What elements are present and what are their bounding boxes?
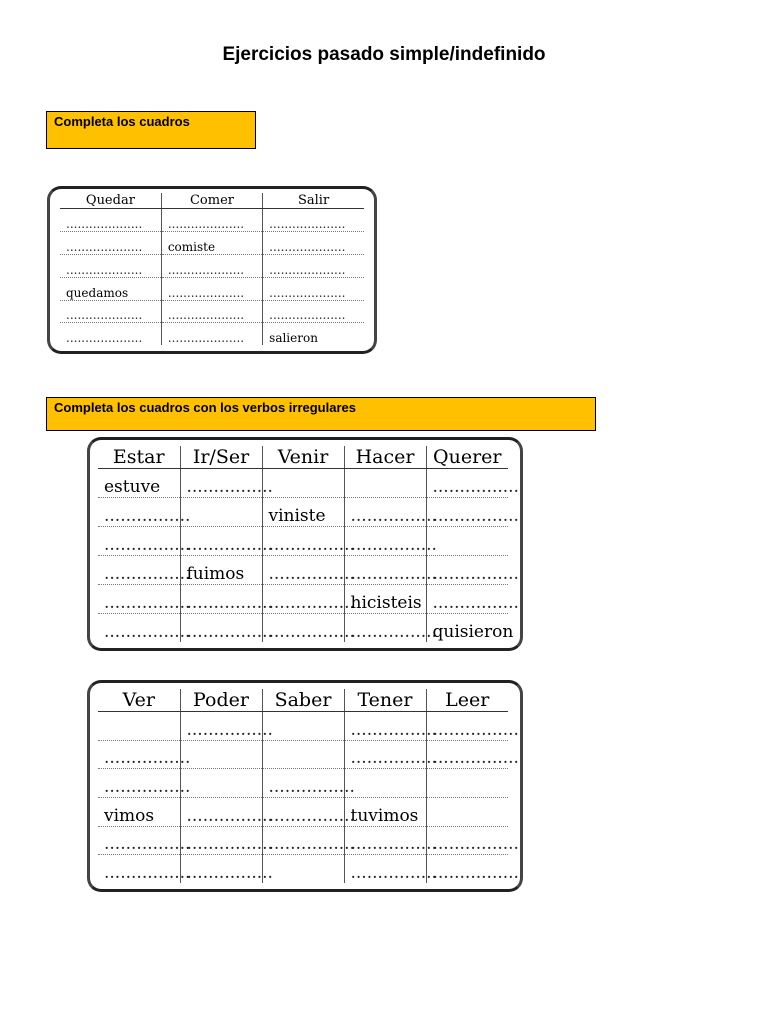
table-cell[interactable]: ................ (344, 498, 426, 527)
table-cell[interactable]: ................ (98, 498, 180, 527)
table-cell[interactable]: .................... (161, 209, 262, 232)
table-cell[interactable]: hicisteis (344, 585, 426, 614)
verb-table-regular (47, 186, 377, 354)
column-header: Leer (426, 689, 508, 712)
table-cell[interactable]: ................ (180, 585, 262, 614)
conjugation-table (98, 689, 519, 883)
table-cell[interactable]: ................ (180, 712, 262, 741)
table-row (60, 277, 364, 300)
table-cell[interactable]: ................ (426, 855, 508, 883)
table-cell[interactable]: .................... (263, 254, 364, 277)
table-cell[interactable]: ................ (262, 798, 344, 827)
table-cell[interactable]: ................ (98, 769, 180, 798)
table-cell[interactable]: ................ (344, 614, 426, 642)
table-cell[interactable]: ................ (104, 863, 191, 883)
table-cell[interactable]: comiste (161, 231, 262, 254)
table-cell[interactable] (180, 498, 262, 527)
table-cell[interactable]: ................ (180, 826, 262, 855)
table-cell[interactable]: .................... (263, 277, 364, 300)
column-header: Ir/Ser (180, 446, 262, 469)
table-cell[interactable]: salieron (263, 323, 364, 345)
table-row (98, 769, 508, 798)
table-cell[interactable]: ................ (344, 556, 426, 585)
table-cell[interactable]: ................ (180, 798, 262, 827)
column-header: Quedar (60, 193, 161, 209)
verb-table-irregular-1 (87, 437, 523, 651)
table-row (60, 323, 364, 345)
table-cell[interactable]: ................ (426, 712, 508, 741)
table-cell[interactable] (426, 769, 508, 798)
table-cell[interactable] (344, 769, 426, 798)
table-cell[interactable]: ................ (98, 826, 180, 855)
table-cell[interactable] (344, 469, 426, 498)
table-cell[interactable]: ................ (98, 556, 180, 585)
table-cell[interactable]: .................... (161, 277, 262, 300)
column-header: Poder (180, 689, 262, 712)
table-cell[interactable]: ................ (344, 826, 426, 855)
table-row (60, 209, 364, 232)
conjugation-table (60, 193, 364, 345)
table-cell[interactable]: ................ (98, 585, 180, 614)
instruction-banner-1 (46, 111, 256, 149)
table-cell[interactable]: .................... (263, 209, 364, 232)
column-header: Estar (98, 446, 180, 469)
table-cell[interactable]: .................... (161, 323, 262, 345)
table-cell[interactable]: vimos (98, 798, 180, 827)
table-cell[interactable]: ................ (344, 855, 426, 883)
column-header: Venir (262, 446, 344, 469)
table-cell[interactable]: viniste (262, 498, 344, 527)
table-cell[interactable] (180, 769, 262, 798)
table-cell[interactable] (426, 527, 508, 556)
table-cell[interactable]: .................... (263, 231, 364, 254)
column-header: Ver (98, 689, 180, 712)
table-cell[interactable] (262, 712, 344, 741)
table-cell[interactable]: ................ (262, 614, 344, 642)
table-cell[interactable] (426, 798, 508, 827)
table-row (60, 300, 364, 323)
column-header: Salir (263, 193, 364, 209)
table-cell[interactable] (262, 469, 344, 498)
table-cell[interactable]: ................ (262, 769, 344, 798)
table-cell[interactable] (262, 740, 344, 769)
instruction-text: Completa los cuadros (54, 114, 190, 129)
instruction-text: Completa los cuadros con los verbos irregulares (54, 400, 356, 415)
table-cell[interactable]: ................ (180, 855, 262, 883)
table-row (98, 855, 508, 883)
column-header: Saber (262, 689, 344, 712)
table-cell[interactable]: .................... (60, 254, 161, 277)
table-row (98, 614, 508, 642)
table-cell[interactable]: .................... (60, 300, 161, 323)
table-cell[interactable]: ................ (180, 614, 262, 642)
table-cell[interactable]: .................... (263, 300, 364, 323)
table-cell[interactable]: ................ (262, 826, 344, 855)
table-cell[interactable]: ................ (262, 585, 344, 614)
verb-table-irregular-2 (87, 680, 523, 892)
table-cell[interactable]: .................... (60, 209, 161, 232)
table-cell[interactable]: ................ (426, 556, 508, 585)
table-row (98, 585, 508, 614)
table-cell[interactable]: ................ (426, 826, 508, 855)
table-cell[interactable] (98, 712, 180, 741)
table-row (98, 740, 508, 769)
table-cell[interactable]: ................ (344, 527, 426, 556)
table-cell[interactable]: quisieron (426, 614, 508, 642)
table-row (98, 556, 508, 585)
table-cell[interactable]: ................ (426, 469, 508, 498)
table-cell[interactable]: ................ (180, 527, 262, 556)
table-cell[interactable]: ................ (344, 712, 426, 741)
table-cell[interactable]: ................ (98, 527, 180, 556)
table-cell[interactable]: quedamos (60, 277, 161, 300)
table-cell[interactable]: ................ (426, 498, 508, 527)
table-row (60, 231, 364, 254)
table-cell[interactable]: ................ (426, 585, 508, 614)
table-row (98, 798, 508, 827)
column-header: Tener (344, 689, 426, 712)
instruction-banner-2 (46, 397, 596, 431)
conjugation-table (98, 446, 519, 642)
table-cell[interactable]: tuvimos (344, 798, 426, 827)
table-cell[interactable]: ................ (426, 740, 508, 769)
table-cell[interactable]: .................... (66, 331, 143, 345)
table-row (98, 712, 508, 741)
table-cell[interactable]: fuimos (180, 556, 262, 585)
table-cell[interactable] (180, 740, 262, 769)
table-row (98, 469, 508, 498)
table-cell[interactable]: ................ (98, 740, 180, 769)
table-cell[interactable]: ................ (104, 622, 191, 642)
table-cell[interactable]: .................... (161, 300, 262, 323)
column-header: Comer (161, 193, 262, 209)
column-header: Querer (426, 446, 508, 469)
table-row (98, 498, 508, 527)
table-cell[interactable]: ................ (262, 527, 344, 556)
table-row (98, 527, 508, 556)
table-cell[interactable]: ................ (262, 556, 344, 585)
column-header: Hacer (344, 446, 426, 469)
table-cell[interactable]: .................... (161, 254, 262, 277)
table-cell[interactable]: estuve (98, 469, 180, 498)
table-cell[interactable] (262, 855, 344, 883)
page-title: Ejercicios pasado simple/indefinido (222, 44, 546, 65)
table-row (60, 254, 364, 277)
table-cell[interactable]: ................ (344, 740, 426, 769)
table-cell[interactable]: .................... (60, 231, 161, 254)
table-cell[interactable]: ................ (180, 469, 262, 498)
table-row (98, 826, 508, 855)
